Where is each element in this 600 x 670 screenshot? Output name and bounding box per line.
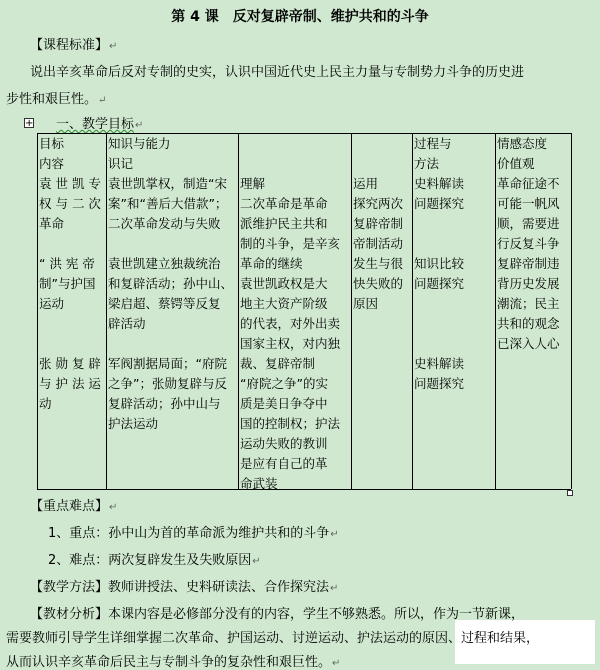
table-col-understanding: 理解 二次革命是革命 派维护民主共和 制的斗争，是辛亥 革命的继续 袁世凯政权是大 地主大资产阶级 的代表，对外出卖 国家主权，对内独 裁、复辟帝制 “府院之争”的实 质是美日争夺中 国的控制权；护法 运动失败的教训 是应有自己的革 命武装 — [240, 176, 341, 491]
table-col-divider — [495, 133, 496, 489]
objectives-heading: 一、教学目标↵ — [56, 117, 144, 132]
analysis-line-3: 从而认识辛亥革命后民主与专制斗争的复杂性和艰巨性。↵ — [6, 655, 341, 670]
analysis-line-2: 需要教师引导学生详细掌握二次革命、护国运动、讨逆运动、护法运动的原因、过程和结果， — [6, 631, 540, 646]
difficult-point: 2、难点：两次复辟发生及失败原因↵ — [48, 553, 261, 568]
table-col-process: 过程与 方法 史料解读 问题探究 知识比较 问题探究 史料解读 问题探究 — [414, 136, 465, 391]
table-col-divider — [238, 133, 239, 489]
key-point: 1、重点：孙中山为首的革命派为维护共和的斗争↵ — [48, 526, 339, 541]
teaching-method: 【教学方法】教师讲授法、史料研读法、合作探究法↵ — [30, 580, 339, 595]
key-difficulty-label: 【重点难点】↵ — [30, 499, 118, 514]
table-col-divider — [351, 133, 352, 489]
table-col-application: 运用 探究两次 复辟帝制 帝制活动 发生与很 快失败的 原因 — [353, 176, 404, 311]
page-title: 第 4 课 反对复辟帝制、维护共和的斗争 — [171, 9, 429, 25]
curriculum-text-1: 说出辛亥革命后反对专制的史实，认识中国近代史上民主力量与专制势力斗争的历史进 — [30, 65, 525, 80]
table-col-divider — [412, 133, 413, 489]
analysis-line-1: 【教材分析】本课内容是必修部分没有的内容，学生不够熟悉。所以，作为一节新课， — [30, 607, 525, 622]
curriculum-label: 【课程标准】↵ — [30, 38, 118, 53]
table-col-knowledge: 知识与能力 识记 袁世凯掌权，制造“宋 案”和“善后大借款”； 二次革命发动与失败 袁世凯建立独裁统治 和复辟活动；孙中山、 梁启超、蔡锷等反复 辟活动 军阀割据局面；“府院 之争”；张勋复辟与反 复辟活动；孙中山与 护法运动 — [108, 136, 234, 431]
table-col-target: 目标 内容 袁 世 凯 专 权 与 二 次 革命 “ 洪 宪 帝 制”与护国 运动 张 勋 复 辟 与 护 法 运 动 — [39, 136, 101, 411]
table-col-emotion: 情感态度 价值观 革命征途不 可能一帆风 顺，需要进 行反复斗争 复辟帝制违 背历史发展 潮流；民主 共和的观念 已深入人心 — [497, 136, 560, 351]
table-col-divider — [106, 133, 107, 489]
table-move-handle[interactable]: + — [25, 118, 34, 129]
table-resize-handle[interactable] — [567, 490, 573, 496]
curriculum-text-2: 步性和艰巨性。↵ — [6, 92, 107, 107]
